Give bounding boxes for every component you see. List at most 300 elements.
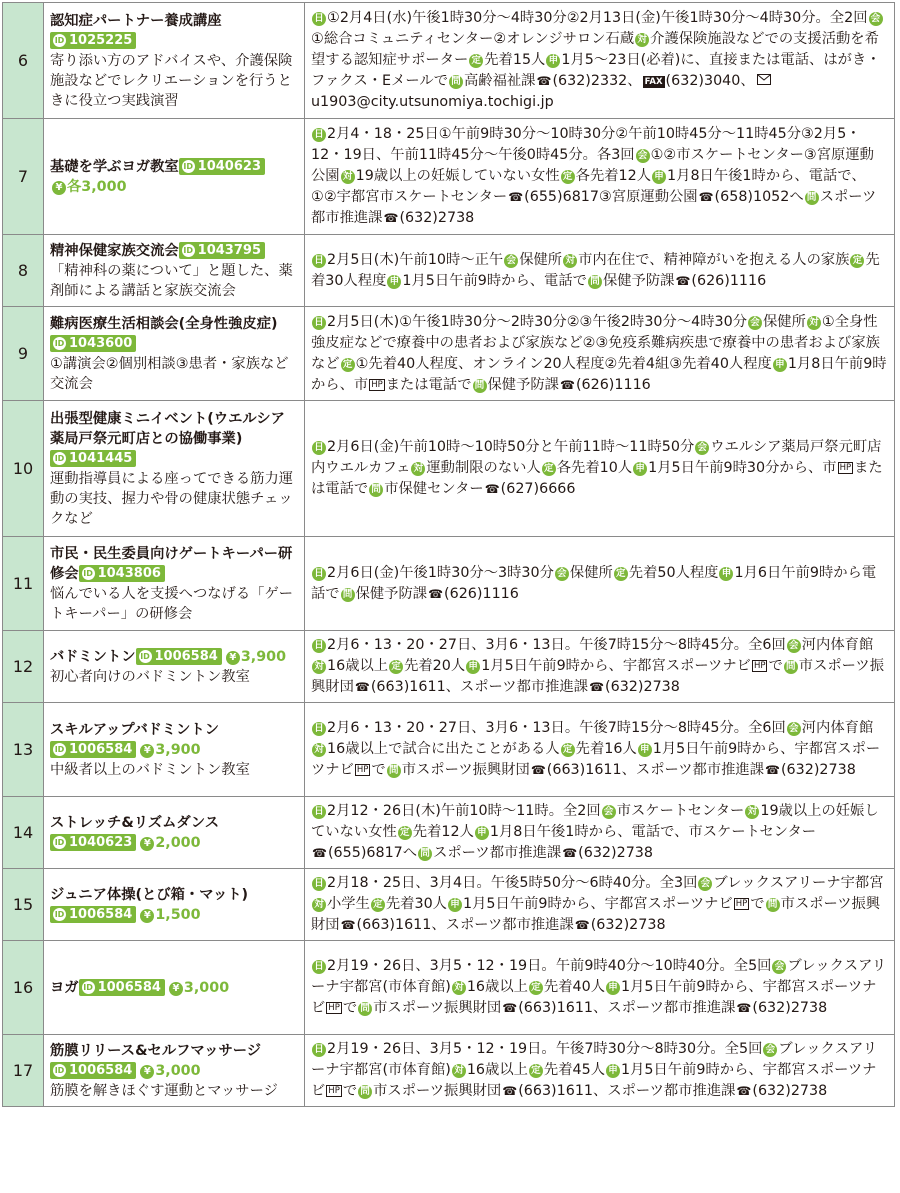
detail-text: 市保健センター xyxy=(384,481,484,497)
date-icon: 日 xyxy=(312,1043,326,1057)
row-number: 13 xyxy=(3,703,44,797)
phone-icon: ☎ xyxy=(502,1084,518,1098)
inquiry-icon: 問 xyxy=(588,275,602,289)
capacity-icon: 定 xyxy=(614,567,628,581)
event-summary-cell xyxy=(44,1035,305,1107)
row-number: 17 xyxy=(3,1035,44,1107)
detail-text: 2月5日(木)①午後1時30分～2時30分②③午後2時30分～4時30分 xyxy=(327,313,747,330)
page-id-badge xyxy=(50,450,136,467)
date-icon: 日 xyxy=(312,441,326,455)
detail-text: (626)1116 xyxy=(575,376,651,393)
event-title: 基礎を学ぶヨガ教室 xyxy=(50,158,179,175)
inquiry-icon: 問 xyxy=(449,75,463,89)
detail-text: 先着15人 xyxy=(484,52,546,68)
detail-text: 2月4・18・25日①午前9時30分～10時30分②午前10時45分～11時45分③2月5・12・19日、午前11時45分～午後0時45分。各3回 xyxy=(311,126,861,163)
detail-text: ①全身性強皮症などで療養中の患者および家族など②③免疫系難病疾患で療養中の患者および家族など xyxy=(311,313,880,372)
detail-text: 市スケートセンター xyxy=(616,803,745,819)
detail-text: または電話で xyxy=(311,460,883,497)
phone-icon: ☎ xyxy=(340,918,356,932)
phone-icon: ☎ xyxy=(502,1001,518,1015)
detail-text: 1月5日午前9時から、宇都宮スポーツナビ xyxy=(481,658,751,674)
phone-icon: ☎ xyxy=(736,1001,752,1015)
date-icon: 日 xyxy=(312,12,326,26)
venue-icon: 会 xyxy=(772,960,786,974)
venue-icon: 会 xyxy=(555,567,569,581)
capacity-icon: 定 xyxy=(469,54,483,68)
phone-icon: ☎ xyxy=(559,377,575,392)
id-icon: ID xyxy=(54,838,65,847)
venue-icon: 会 xyxy=(869,12,883,26)
page-id: 1041445 xyxy=(69,451,133,466)
detail-text: ブレックスアリーナ宇都宮 xyxy=(713,875,884,891)
inquiry-icon: 問 xyxy=(805,191,819,205)
table-row xyxy=(3,119,895,235)
detail-text: 1月5日午前9時から、宇都宮スポーツナビ xyxy=(311,979,877,1016)
detail-text: で xyxy=(371,762,386,778)
date-icon: 日 xyxy=(312,316,326,330)
table-row xyxy=(3,3,895,119)
detail-text: 先着12人 xyxy=(412,824,474,840)
homepage-icon: HP xyxy=(839,463,852,473)
target-icon: 対 xyxy=(341,170,355,184)
yen-icon: ¥ xyxy=(169,982,183,996)
page-id: 1043806 xyxy=(97,566,161,581)
fee-amount: 3,000 xyxy=(155,1062,201,1079)
event-description: 運動指導員による座ってできる筋力運動の実技、握力や骨の健康状態チェックなど xyxy=(50,470,294,527)
date-icon: 日 xyxy=(312,567,326,581)
table-row xyxy=(3,703,895,797)
fee xyxy=(50,179,127,195)
event-title: バドミントン xyxy=(50,648,136,665)
homepage-icon: HP xyxy=(328,1003,340,1013)
event-description: 悩んでいる人を支援へつなげる「ゲートキーパー」の研修会 xyxy=(50,585,294,622)
id-icon: ID xyxy=(183,246,193,255)
date-icon: 日 xyxy=(312,128,326,142)
inquiry-icon: 問 xyxy=(369,483,383,497)
id-icon: ID xyxy=(140,652,150,661)
event-summary-cell xyxy=(44,119,305,235)
detail-text: 先着30人 xyxy=(385,896,447,912)
event-table xyxy=(2,2,895,1107)
detail-text: (632)2738 xyxy=(752,1083,828,1099)
detail-text: 河内体育館 xyxy=(801,637,874,653)
detail-text: または電話で xyxy=(385,376,472,393)
table-row xyxy=(3,797,895,869)
page-id-badge xyxy=(50,834,136,851)
event-title: スキルアップバドミントン xyxy=(50,721,219,738)
detail-text: 先着16人 xyxy=(575,741,637,757)
venue-icon: 会 xyxy=(787,639,801,653)
phone-icon: ☎ xyxy=(589,680,605,694)
event-title: 出張型健康ミニイベント(ウエルシア薬局戸祭元町店との協働事業) xyxy=(50,410,285,447)
table-row xyxy=(3,307,895,401)
detail-text: 介護保険施設などでの支援活動を希望する認知症サポーター xyxy=(311,31,879,68)
event-title: ヨガ xyxy=(50,979,79,996)
detail-text: 1月8日午後1時から、電話で、市スケートセンター xyxy=(489,824,817,840)
event-details-cell xyxy=(305,307,895,401)
venue-icon: 会 xyxy=(787,722,801,736)
detail-text: (632)2738 xyxy=(399,210,475,226)
venue-icon: 会 xyxy=(504,254,518,268)
detail-text: 2月18・25日、3月4日。午後5時50分～6時40分。全3回 xyxy=(327,875,698,891)
table-row xyxy=(3,401,895,537)
event-title: ストレッチ&リズムダンス xyxy=(50,814,220,831)
homepage-icon: HP xyxy=(356,765,369,775)
detail-text: で xyxy=(750,896,765,912)
detail-text: 19歳以上の妊娠していない女性 xyxy=(355,168,560,184)
yen-icon: ¥ xyxy=(226,651,240,665)
detail-text: (655)6817③宮原運動公園 xyxy=(524,189,698,205)
venue-icon: 会 xyxy=(748,316,762,330)
phone-icon: ☎ xyxy=(698,190,714,204)
page-id: 1006584 xyxy=(154,649,218,664)
yen-icon: ¥ xyxy=(140,909,154,923)
phone-icon: ☎ xyxy=(530,763,546,777)
event-title: 難病医療生活相談会(全身性強皮症) xyxy=(50,315,278,332)
detail-text: (655)6817へ xyxy=(327,845,418,861)
homepage-icon: HP xyxy=(371,379,383,390)
detail-text: 2月19・26日、3月5・12・19日。午前9時40分～10時40分。全5回 xyxy=(327,958,772,974)
fee-amount: 1,500 xyxy=(155,906,201,923)
detail-text: (663)1611、スポーツ都市推進課 xyxy=(518,1083,736,1099)
detail-text: (632)2738 xyxy=(605,679,680,695)
apply-icon: 申 xyxy=(448,898,462,912)
detail-text: (632)2738 xyxy=(578,845,653,861)
detail-text: スポーツ都市推進課 xyxy=(433,845,562,861)
detail-text: 保健所 xyxy=(569,564,613,581)
yen-icon: ¥ xyxy=(52,181,66,195)
fee-amount: 2,000 xyxy=(155,834,201,851)
detail-text: (632)2332、 xyxy=(552,73,642,89)
detail-text: で xyxy=(342,1000,358,1016)
detail-text: ブレックスアリーナ宇都宮(市体育館) xyxy=(311,1041,878,1078)
detail-text: 先着40人 xyxy=(543,979,606,995)
id-icon: ID xyxy=(54,1066,65,1075)
capacity-icon: 定 xyxy=(529,981,543,995)
event-details-cell xyxy=(305,3,895,119)
id-icon: ID xyxy=(183,162,193,171)
homepage-icon: HP xyxy=(328,1086,340,1096)
capacity-icon: 定 xyxy=(850,254,864,268)
event-details-cell xyxy=(305,537,895,631)
venue-icon: 会 xyxy=(602,805,616,819)
detail-text: (663)1611、スポーツ都市推進課 xyxy=(370,679,589,695)
page-id-badge xyxy=(50,335,136,352)
homepage-icon: HP xyxy=(753,661,766,671)
page-id: 1043795 xyxy=(197,243,261,258)
event-summary-cell xyxy=(44,537,305,631)
inquiry-icon: 問 xyxy=(358,1085,372,1099)
detail-text: 2月6・13・20・27日、3月6・13日。午後7時15分～8時45分。全6回 xyxy=(327,720,786,736)
event-details-cell xyxy=(305,401,895,537)
page-id: 1006584 xyxy=(69,1063,133,1078)
target-icon: 対 xyxy=(312,898,326,912)
venue-icon: 会 xyxy=(636,149,650,163)
detail-text: 2月6日(金)午後1時30分～3時30分 xyxy=(327,564,554,581)
detail-text: ウエルシア薬局戸祭元町店内ウエルカフェ xyxy=(311,439,882,476)
id-icon: ID xyxy=(54,36,65,45)
detail-text: 保健予防課 xyxy=(355,585,428,602)
page-id: 1006584 xyxy=(69,742,133,757)
apply-icon: 申 xyxy=(606,1064,620,1078)
detail-text: 1月8日午前9時から、市 xyxy=(311,355,887,393)
detail-text: 保健予防課 xyxy=(487,376,559,393)
event-description: 寄り添い方のアドバイスや、介護保険施設などでレクリエーションを行うときに役立つ実践演習 xyxy=(50,52,293,109)
row-number: 16 xyxy=(3,941,44,1035)
target-icon: 対 xyxy=(452,981,466,995)
table-row xyxy=(3,869,895,941)
yen-icon: ¥ xyxy=(140,744,154,758)
id-icon: ID xyxy=(54,454,65,463)
detail-text: (663)1611、スポーツ都市推進課 xyxy=(518,1000,736,1016)
detail-text: 1月5日午前9時から、宇都宮スポーツナビ xyxy=(311,1062,877,1099)
event-details-cell xyxy=(305,941,895,1035)
detail-text: 2月6・13・20・27日、3月6・13日。午後7時15分～8時45分。全6回 xyxy=(327,637,786,653)
target-icon: 対 xyxy=(745,805,759,819)
fee-amount: 各3,000 xyxy=(67,178,127,195)
detail-text: (627)6666 xyxy=(500,481,576,497)
detail-text: で xyxy=(342,1083,358,1099)
detail-text: (632)2738 xyxy=(780,762,856,778)
yen-icon: ¥ xyxy=(140,837,154,851)
detail-text: 保健予防課 xyxy=(602,272,675,289)
phone-icon: ☎ xyxy=(428,586,444,601)
fee xyxy=(138,835,200,851)
fax-icon: FAX xyxy=(644,77,663,87)
event-summary-cell xyxy=(44,235,305,307)
detail-text: 16歳以上 xyxy=(466,1062,528,1078)
fee-amount: 3,900 xyxy=(240,648,287,665)
target-icon: 対 xyxy=(411,462,425,476)
apply-icon: 申 xyxy=(387,275,401,289)
fee-amount: 3,000 xyxy=(183,979,230,996)
fee xyxy=(138,907,200,923)
event-details-cell xyxy=(305,235,895,307)
event-summary-cell xyxy=(44,307,305,401)
detail-text: 河内体育館 xyxy=(801,720,874,736)
apply-icon: 申 xyxy=(773,358,787,372)
phone-icon: ☎ xyxy=(508,190,524,204)
page-id: 1025225 xyxy=(69,33,133,48)
detail-text: (626)1116 xyxy=(444,585,519,602)
row-number: 12 xyxy=(3,631,44,703)
event-summary-cell xyxy=(44,401,305,537)
date-icon: 日 xyxy=(312,877,326,891)
venue-icon: 会 xyxy=(763,1043,777,1057)
detail-text: 1月6日午前9時から電話で xyxy=(311,564,877,602)
detail-text: 市スポーツ振興財団 xyxy=(373,1000,502,1016)
apply-icon: 申 xyxy=(466,660,480,674)
detail-text: 市スポーツ振興財団 xyxy=(311,896,881,933)
detail-text: 1月5日午前9時から、電話で xyxy=(402,272,587,289)
event-summary-cell xyxy=(44,3,305,119)
capacity-icon: 定 xyxy=(529,1064,543,1078)
detail-text: 1月5日午前9時から、宇都宮スポーツナビ xyxy=(462,896,733,912)
apply-icon: 申 xyxy=(546,54,560,68)
detail-text: ①先着40人程度、オンライン20人程度②先着4組③先着40人程度 xyxy=(355,355,772,372)
detail-text: 運動制限のない人 xyxy=(426,460,541,476)
page-id: 1006584 xyxy=(69,907,133,922)
fee xyxy=(167,980,229,996)
detail-text: (663)1611、スポーツ都市推進課 xyxy=(356,917,574,933)
event-description: 筋膜を解きほぐす運動とマッサージ xyxy=(50,1082,278,1099)
row-number: 8 xyxy=(3,235,44,307)
table-row xyxy=(3,631,895,703)
event-details-cell xyxy=(305,1035,895,1107)
detail-text: 先着20人 xyxy=(404,658,466,674)
apply-icon: 申 xyxy=(638,743,652,757)
page-id-badge xyxy=(79,565,165,582)
detail-text: 16歳以上 xyxy=(327,658,389,674)
detail-text: スポーツ都市推進課 xyxy=(311,189,877,226)
row-number: 11 xyxy=(3,537,44,631)
detail-text: 小学生 xyxy=(327,896,370,912)
apply-icon: 申 xyxy=(633,462,647,476)
detail-text: (663)1611、スポーツ都市推進課 xyxy=(546,762,765,778)
table-row xyxy=(3,1035,895,1107)
inquiry-icon: 問 xyxy=(358,1002,372,1016)
apply-icon: 申 xyxy=(719,567,733,581)
phone-icon: ☎ xyxy=(736,1084,752,1098)
phone-icon: ☎ xyxy=(484,482,500,496)
fee-amount: 3,900 xyxy=(155,741,201,758)
fee xyxy=(138,1063,200,1079)
event-details-cell xyxy=(305,797,895,869)
page-id-badge xyxy=(50,32,136,49)
inquiry-icon: 問 xyxy=(766,898,780,912)
row-number: 14 xyxy=(3,797,44,869)
phone-icon: ☎ xyxy=(312,846,327,860)
event-summary-cell xyxy=(44,631,305,703)
page-id: 1043600 xyxy=(69,336,133,351)
target-icon: 対 xyxy=(635,33,649,47)
apply-icon: 申 xyxy=(652,170,666,184)
event-title: 精神保健家族交流会 xyxy=(50,242,179,259)
detail-text: ①総合コミュニティセンター②オレンジサロン石蔵 xyxy=(311,31,635,47)
table-row xyxy=(3,941,895,1035)
phone-icon: ☎ xyxy=(383,211,399,225)
venue-icon: 会 xyxy=(698,877,712,891)
date-icon: 日 xyxy=(312,254,326,268)
page-id-badge xyxy=(179,158,265,175)
homepage-icon: HP xyxy=(735,899,748,909)
detail-text: 16歳以上で試合に出たことがある人 xyxy=(327,741,560,757)
row-number: 7 xyxy=(3,119,44,235)
id-icon: ID xyxy=(83,569,93,578)
detail-text: 先着45人 xyxy=(543,1062,606,1078)
inquiry-icon: 問 xyxy=(418,847,432,861)
detail-text: 高齢福祉課 xyxy=(464,73,536,89)
capacity-icon: 定 xyxy=(389,660,403,674)
fee xyxy=(138,742,200,758)
detail-text: 2月12・26日(木)午前10時～11時。全2回 xyxy=(327,803,601,819)
detail-text: 16歳以上 xyxy=(466,979,528,995)
event-title: 市民・民生委員向けゲートキーパー研修会 xyxy=(50,545,293,582)
capacity-icon: 定 xyxy=(341,358,355,372)
phone-icon: ☎ xyxy=(562,846,578,860)
phone-icon: ☎ xyxy=(536,74,552,88)
detail-text: ①②市スケートセンター③宮原運動公園 xyxy=(311,147,874,184)
table-row xyxy=(3,537,895,631)
event-title: ジュニア体操(とび箱・マット) xyxy=(50,886,249,903)
fee xyxy=(224,649,286,665)
page-id-badge xyxy=(50,1062,136,1079)
inquiry-icon: 問 xyxy=(341,588,355,602)
detail-text: 19歳以上の妊娠していない女性 xyxy=(311,803,879,840)
phone-icon: ☎ xyxy=(765,763,780,777)
page-id-badge xyxy=(179,242,265,259)
page-id-badge xyxy=(79,979,165,996)
detail-text: 各先着12人 xyxy=(575,168,652,184)
id-icon: ID xyxy=(54,910,65,919)
detail-text: 市スポーツ振興財団 xyxy=(311,658,884,695)
target-icon: 対 xyxy=(312,743,326,757)
event-title: 筋膜リリース&セルフマッサージ xyxy=(50,1042,262,1059)
detail-text: 市スポーツ振興財団 xyxy=(401,762,530,778)
detail-text: 先着30人程度 xyxy=(311,251,880,289)
id-icon: ID xyxy=(54,339,65,348)
phone-icon: ☎ xyxy=(574,918,590,932)
page-id: 1040623 xyxy=(69,835,133,850)
detail-text: (632)3040、 xyxy=(665,73,755,89)
target-icon: 対 xyxy=(563,254,577,268)
event-description: 「精神科の薬について」と題した、薬剤師による講話と家族交流会 xyxy=(50,262,293,299)
event-summary-cell xyxy=(44,941,305,1035)
id-icon: ID xyxy=(83,983,93,992)
target-icon: 対 xyxy=(452,1064,466,1078)
phone-icon: ☎ xyxy=(354,680,370,694)
page-id-badge xyxy=(50,741,136,758)
event-summary-cell xyxy=(44,797,305,869)
detail-text: 1月5日午前9時から、宇都宮スポーツナビ xyxy=(311,741,881,778)
event-details-cell xyxy=(305,631,895,703)
row-number: 6 xyxy=(3,3,44,119)
date-icon: 日 xyxy=(312,960,326,974)
detail-text: で xyxy=(768,658,783,674)
date-icon: 日 xyxy=(312,639,326,653)
capacity-icon: 定 xyxy=(542,462,556,476)
inquiry-icon: 問 xyxy=(387,764,401,778)
event-description: 初心者向けのバドミントン教室 xyxy=(50,668,250,685)
detail-text: 1月5～23日(必着)に、直接または電話、はがき・ファクス・Eメールで xyxy=(311,52,881,89)
apply-icon: 申 xyxy=(606,981,620,995)
row-number: 9 xyxy=(3,307,44,401)
capacity-icon: 定 xyxy=(561,743,575,757)
detail-text: 先着50人程度 xyxy=(628,564,719,581)
detail-text: 1月8日午後1時から、電話で、①②宇都宮市スケートセンター xyxy=(311,168,866,205)
page-id-badge xyxy=(50,906,136,923)
detail-text: ①2月4日(水)午後1時30分～4時30分②2月13日(金)午後1時30分～4時30分。全2回 xyxy=(327,10,868,26)
event-details-cell xyxy=(305,869,895,941)
event-summary-cell xyxy=(44,869,305,941)
date-icon: 日 xyxy=(312,805,326,819)
date-icon: 日 xyxy=(312,722,326,736)
event-details-cell xyxy=(305,703,895,797)
page-id-badge xyxy=(136,648,222,665)
page-id: 1006584 xyxy=(97,980,161,995)
detail-text: (632)2738 xyxy=(590,917,666,933)
event-description: 中級者以上のバドミントン教室 xyxy=(50,761,250,778)
page-id: 1040623 xyxy=(197,159,261,174)
event-table-body xyxy=(3,3,895,1107)
target-icon: 対 xyxy=(807,316,821,330)
detail-text: (632)2738 xyxy=(752,1000,828,1016)
target-icon: 対 xyxy=(312,660,326,674)
capacity-icon: 定 xyxy=(561,170,575,184)
row-number: 10 xyxy=(3,401,44,537)
capacity-icon: 定 xyxy=(371,898,385,912)
event-title: 認知症パートナー養成講座 xyxy=(50,12,222,29)
